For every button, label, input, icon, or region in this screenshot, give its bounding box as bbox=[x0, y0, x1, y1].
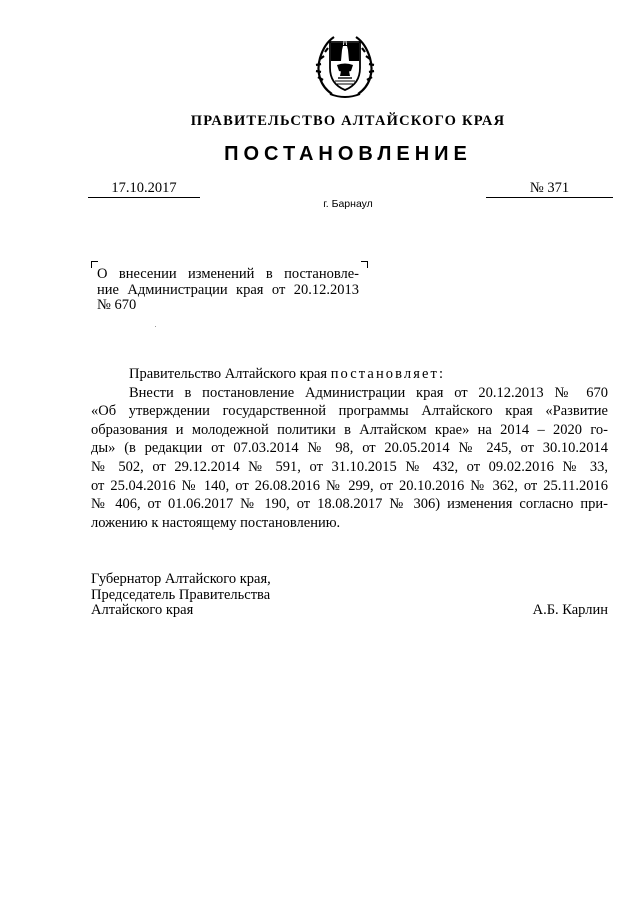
document-number: № 371 bbox=[486, 180, 613, 198]
resolution-intro bbox=[91, 365, 608, 384]
document-subject bbox=[97, 267, 359, 314]
signatory-title-line: Алтайского края bbox=[91, 602, 194, 618]
signatory-title-line: Председатель Правительства bbox=[91, 586, 271, 603]
subject-line: О внесении изменений в постановле- bbox=[97, 266, 359, 282]
body-line: Внести в постановление Администрации края от 20.12.2013 № 670 bbox=[129, 384, 608, 401]
coat-of-arms-icon bbox=[314, 28, 376, 100]
body-line: № 502, от 29.12.2014 № 591, от 31.10.2015 № 432, от 09.02.2016 № 33, bbox=[91, 458, 608, 475]
subject-corner-right bbox=[361, 261, 368, 268]
document-type-heading: ПОСТАНОВЛЕНИЕ bbox=[224, 143, 472, 165]
document-date: 17.10.2017 bbox=[88, 180, 200, 198]
intro-suffix: : bbox=[439, 366, 444, 382]
subject-line: № 670 bbox=[97, 297, 137, 313]
body-line: ложению к настоящему постановлению. bbox=[91, 514, 341, 531]
body-line: от 25.04.2016 № 140, от 26.08.2016 № 299, от 20.10.2016 № 362, от 25.11.2016 bbox=[91, 477, 608, 494]
intro-prefix: Правительство Алтайского края bbox=[129, 366, 331, 382]
scan-speck bbox=[155, 326, 156, 327]
signatory-name: А.Б. Карлин bbox=[532, 602, 608, 618]
signatory-title-line: Губернатор Алтайского края, bbox=[91, 571, 271, 587]
government-title: ПРАВИТЕЛЬСТВО АЛТАЙСКОГО КРАЯ bbox=[190, 113, 506, 129]
subject-line: ние Администрации края от 20.12.2013 bbox=[97, 281, 359, 298]
intro-keyword: постановляет bbox=[330, 366, 439, 382]
body-line: «Об утверждении государственной программы Алтайского края «Развитие bbox=[91, 403, 608, 420]
city-label: г. Барнаул bbox=[323, 198, 373, 210]
body-line: образования и молодежной политики в Алтайском крае» на 2014 – 2020 го- bbox=[91, 421, 608, 438]
body-line: ды» (в редакции от 07.03.2014 № 98, от 20.05.2014 № 245, от 30.10.2014 bbox=[91, 440, 608, 457]
document-body bbox=[91, 365, 608, 532]
body-line: № 406, от 01.06.2017 № 190, от 18.08.2017 № 306) изменения согласно при- bbox=[91, 496, 608, 513]
signatory-title bbox=[91, 572, 391, 619]
